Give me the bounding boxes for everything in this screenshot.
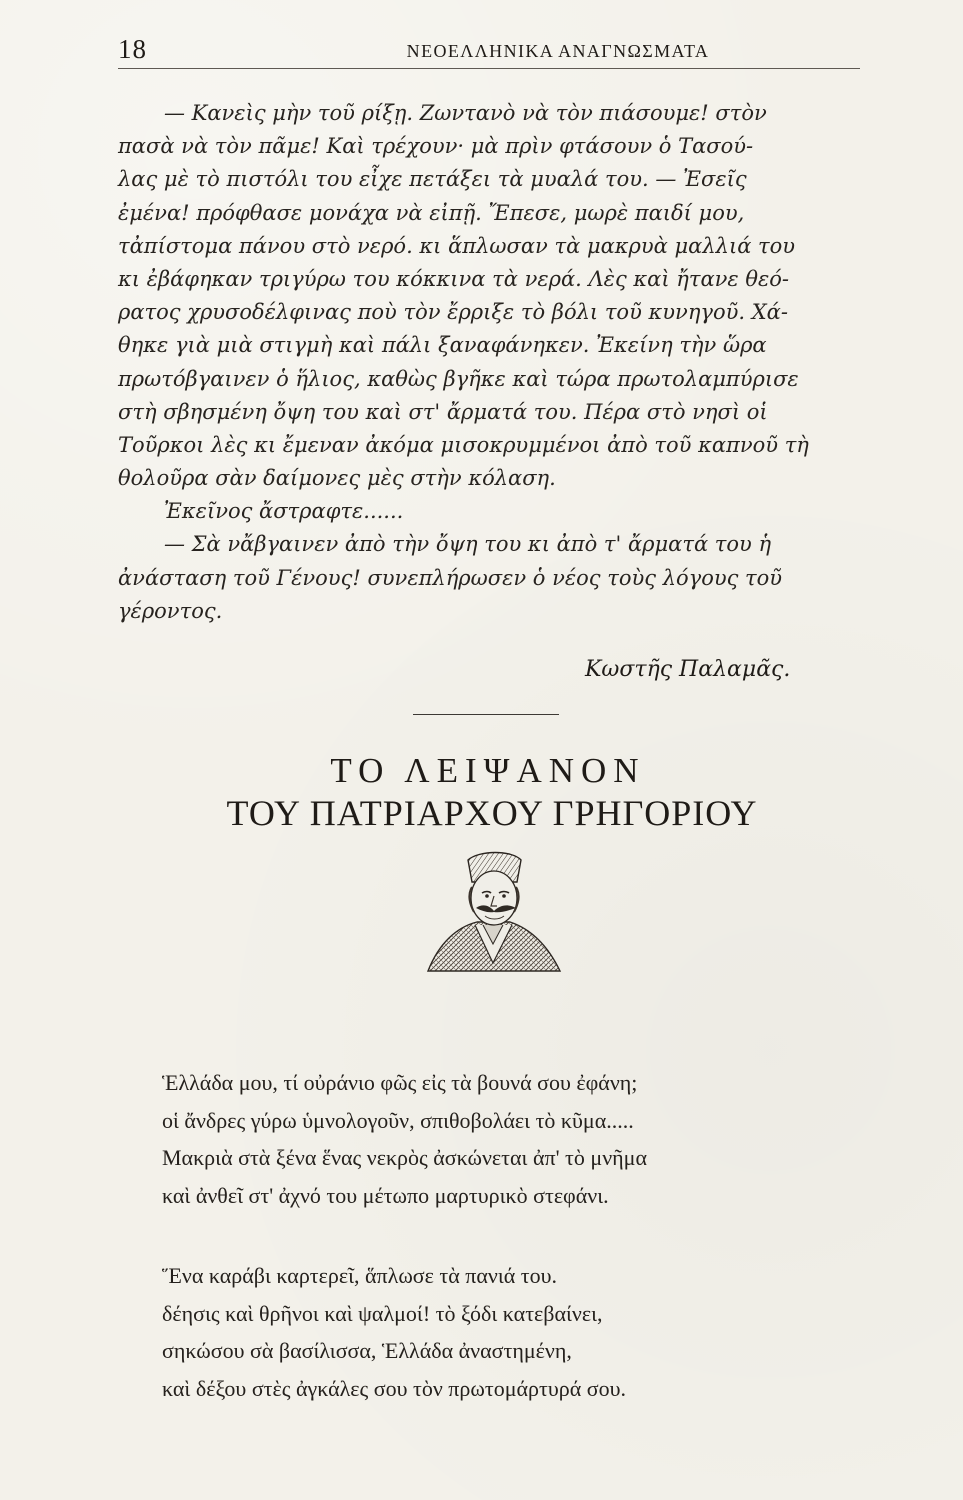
- prose-line: Τοῦρκοι λὲς κι ἔμεναν ἀκόμα μισοκρυμμένοι ἀπὸ τοῦ καπνοῦ τὴ: [118, 432, 809, 457]
- article-title: ΤΟ ΛΕΙΨΑΝΟΝ: [330, 751, 646, 790]
- page-number: 18: [118, 34, 147, 64]
- prose-line: πασὰ νὰ τὸν πᾶμε! Καὶ τρέχουν· μὰ πρὶν φτάσουν ὁ Τασού-: [118, 134, 754, 159]
- prose-line: πρωτόβγαινεν ὁ ἥλιος, καθὼς βγῆκε καὶ τώρα πρωτολαμπύρισε: [118, 366, 799, 391]
- running-title: ΝΕΟΕΛΛΗΝΙΚΑ ΑΝΑΓΝΩΣΜΑΤΑ: [406, 41, 710, 61]
- poem-line: Ἑλλάδα μου, τί οὐράνιο φῶς εἰς τὰ βουνά σου ἐφάνη;: [162, 1070, 638, 1095]
- prose-line: τἀπίστομα πάνου στὸ νερό. κι ἅπλωσαν τὰ μακρυὰ μαλλιά του: [118, 233, 796, 258]
- portrait-illustration: [421, 845, 566, 975]
- poem-line: Ἕνα καράβι καρτερεῖ, ἅπλωσε τὰ πανιά του.: [162, 1263, 558, 1288]
- prose-line: ἀνάσταση τοῦ Γένους! συνεπλήρωσεν ὁ νέος τοὺς λόγους τοῦ: [118, 565, 783, 590]
- poem-stanza: [162, 1064, 842, 1214]
- poem-line: οἱ ἄνδρες γύρω ὑμνολογοῦν, σπιθοβολάει τὸ κῦμα.....: [162, 1107, 634, 1133]
- prose-line: θολοῦρα σὰν δαίμονες μὲς στὴν κόλαση.: [118, 466, 556, 491]
- prose-line: κι ἐβάφηκαν τριγύρω του κόκκινα τὰ νερά. Λὲς καὶ ἤτανε θεό-: [118, 266, 789, 291]
- poem-line: δέησις καὶ θρῆνοι καὶ ψαλμοί! τὸ ξόδι κατεβαίνει,: [162, 1300, 603, 1326]
- section-divider: [413, 714, 559, 715]
- poem-stanza: [162, 1257, 842, 1407]
- prose-line: γέροντος.: [118, 598, 223, 623]
- poem-line: καὶ ἀνθεῖ στ' ἀχνό του μέτωπο μαρτυρικὸ στεφάνι.: [162, 1182, 609, 1208]
- prose-line: ρατος χρυσοδέλφινας ποὺ τὸν ἔρριξε τὸ βόλι τοῦ κυνηγοῦ. Χά-: [118, 300, 788, 325]
- poem: [162, 1064, 842, 1450]
- prose-line: στὴ σβησμένη ὄψη του καὶ στ' ἄρματά του. Πέρα στὸ νησὶ οἱ: [118, 399, 768, 424]
- prose-passage: [118, 97, 868, 628]
- poem-line: σηκώσου σὰ βασίλισσα, Ἑλλάδα ἀναστημένη,: [162, 1338, 572, 1363]
- prose-line: Ἐκεῖνος ἄστραφτε......: [164, 499, 404, 524]
- prose-line: λας μὲ τὸ πιστόλι του εἶχε πετάξει τὰ μυαλά του. — Ἐσεῖς: [118, 167, 747, 192]
- poem-line: Μακριὰ στὰ ξένα ἕνας νεκρὸς ἀσκώνεται ἀπ' τὸ μνῆμα: [162, 1145, 647, 1170]
- prose-line: ἐμένα! πρόφθασε μονάχα νὰ εἰπῇ. Ἔπεσε, μωρὲ παιδί μου,: [118, 200, 745, 225]
- article-subtitle: ΤΟΥ ΠΑΤΡΙΑΡΧΟΥ ΓΡΗΓΟΡΙΟΥ: [226, 793, 758, 833]
- prose-line: — Κανεὶς μὴν τοῦ ρίξῃ. Ζωντανὸ νὰ τὸν πιάσουμε! στὸν: [164, 101, 767, 125]
- page-header: [118, 34, 860, 69]
- prose-line: θηκε γιὰ μιὰ στιγμὴ καὶ πάλι ξαναφάνηκεν. Ἐκείνη τὴν ὥρα: [118, 333, 767, 358]
- poem-line: καὶ δέξου στὲς ἀγκάλες σου τὸν πρωτομάρτυρά σου.: [162, 1375, 626, 1401]
- author-signature: Κωστῆς Παλαμᾶς.: [585, 657, 791, 682]
- prose-line: — Σὰ νἄβγαινεν ἀπὸ τὴν ὄψη του κι ἀπὸ τ' ἄρματά του ἡ: [164, 532, 772, 557]
